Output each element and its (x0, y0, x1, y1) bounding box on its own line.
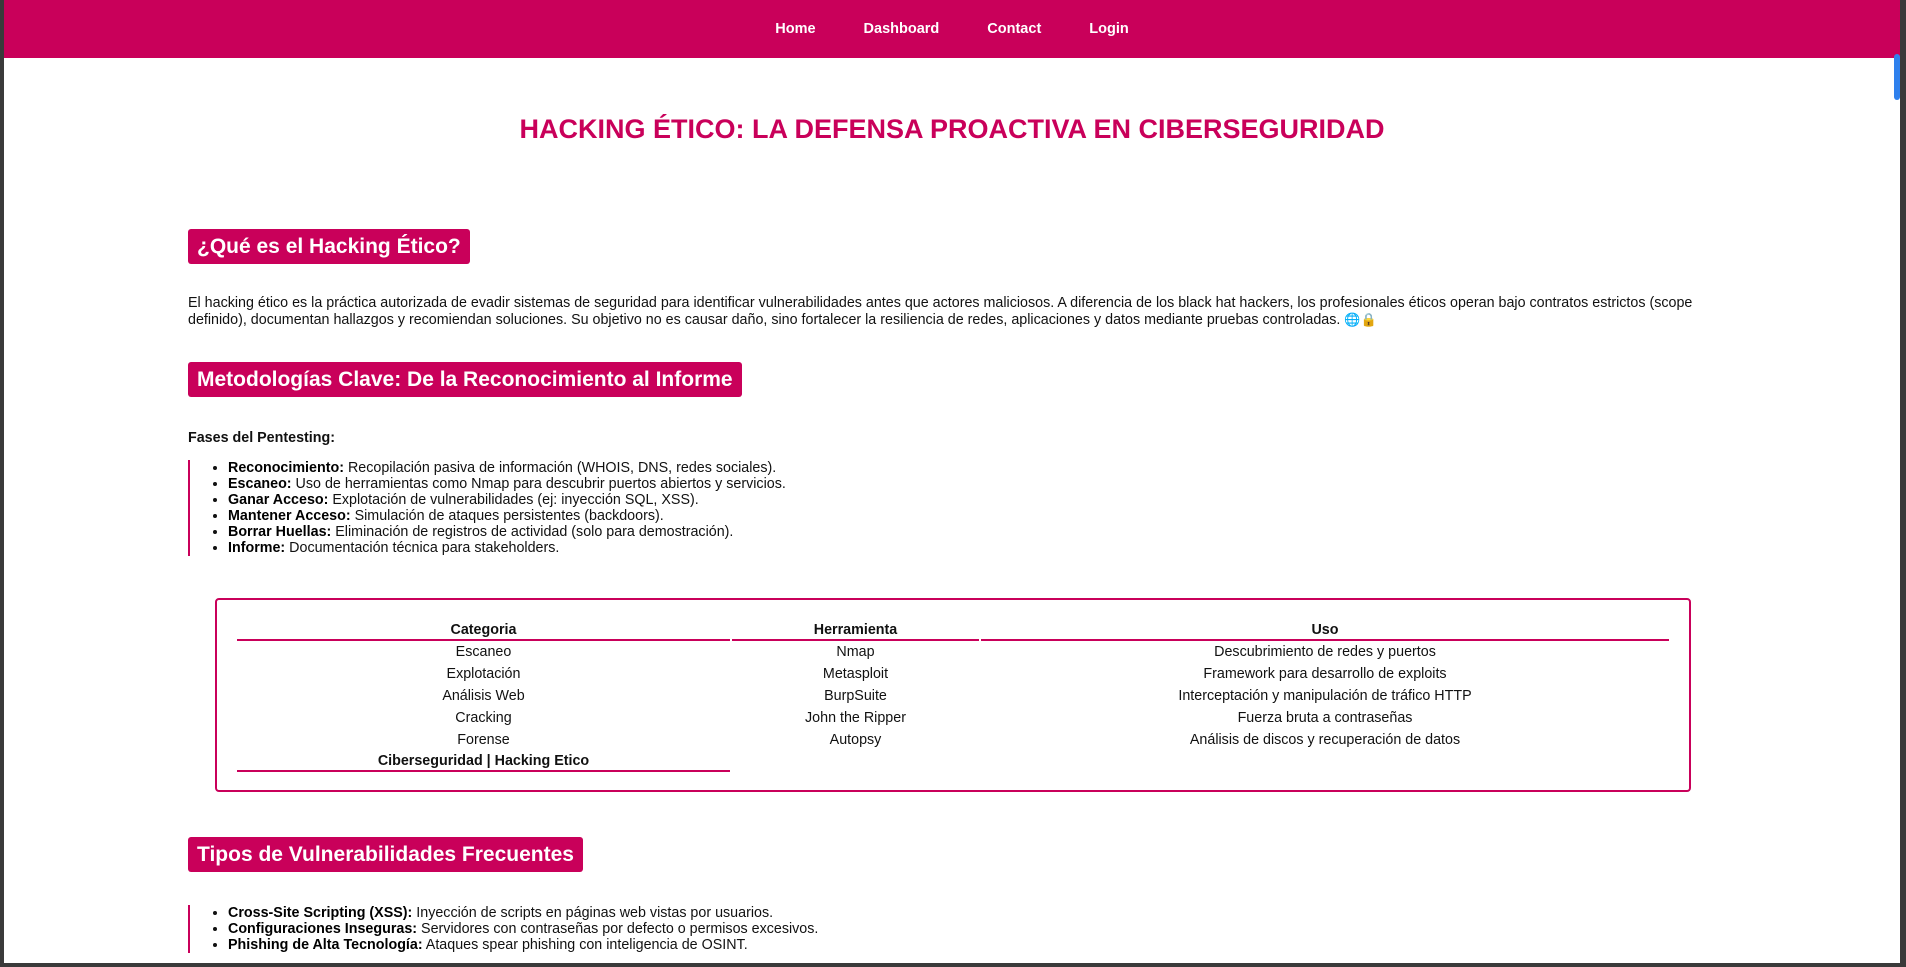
table-footer-caption: Ciberseguridad | Hacking Etico (237, 751, 730, 772)
table-header-row (237, 618, 1669, 641)
list-item: • Ganar Acceso: Explotación de vulnerabilidades (ej: inyección SQL, XSS). (228, 492, 1728, 508)
nav-home-link[interactable]: Home (775, 21, 816, 37)
table-footer-empty (981, 751, 1669, 772)
page-title: HACKING ÉTICO: LA DEFENSA PROACTIVA EN CIBERSEGURIDAD (519, 114, 1385, 144)
table-cell: Fuerza bruta a contraseñas (1237, 710, 1413, 726)
column-header-uso: Uso (981, 618, 1669, 641)
section-heading-vulnerabilities: Tipos de Vulnerabilidades Frecuentes (188, 837, 583, 872)
table-cell: BurpSuite (824, 688, 887, 704)
page-viewport (4, 0, 1900, 963)
table-row (237, 663, 1669, 685)
tools-table (235, 618, 1671, 772)
table-cell: Autopsy (829, 732, 882, 748)
table-footer-row (237, 751, 1669, 772)
table-cell: Nmap (836, 644, 875, 660)
table-cell: Escaneo (455, 644, 512, 660)
table-row (237, 707, 1669, 729)
column-header-categoria: Categoria (237, 618, 730, 641)
phases-subheading: Fases del Pentesting: (188, 430, 335, 446)
intro-paragraph (188, 295, 1728, 329)
table-cell: Framework para desarrollo de exploits (1203, 666, 1447, 682)
list-item: • Configuraciones Inseguras: Servidores con contraseñas por defecto o permisos excesivos. (228, 921, 1728, 937)
table-row (237, 729, 1669, 751)
table-cell: Análisis Web (442, 688, 525, 704)
nav-contact-link[interactable]: Contact (987, 21, 1042, 37)
table-footer-empty (732, 751, 979, 772)
tools-table-container (215, 598, 1691, 792)
section-heading-what-is: ¿Qué es el Hacking Ético? (188, 229, 470, 264)
table-cell: Metasploit (822, 666, 889, 682)
phases-list (188, 460, 1728, 556)
list-item: • Informe: Documentación técnica para stakeholders. (228, 540, 1728, 556)
table-cell: Análisis de discos y recuperación de datos (1189, 732, 1461, 748)
table-cell: Forense (457, 732, 510, 748)
intro-text: El hacking ético es la práctica autorizada de evadir sistemas de seguridad para identificar vulnerabilidades antes que actores maliciosos. A diferencia de los black hat hackers, los profesionales éticos operan bajo contratos estrictos (scope definido), documentan hallazgos y recomiendan soluciones. Su objetivo no es causar daño, sino fortalecer la resiliencia de redes, aplicaciones y datos mediante pruebas controladas. (188, 295, 1693, 328)
list-item: • Cross-Site Scripting (XSS): Inyección de scripts en páginas web vistas por usuarios. (228, 905, 1728, 921)
nav-login-link[interactable]: Login (1089, 21, 1129, 37)
vertical-scrollbar-thumb[interactable] (1894, 54, 1900, 100)
table-row (237, 641, 1669, 663)
main-content (188, 229, 1728, 953)
section-heading-methodologies: Metodologías Clave: De la Reconocimiento al Informe (188, 362, 742, 397)
column-header-herramienta: Herramienta (732, 618, 979, 641)
list-item: • Reconocimiento: Recopilación pasiva de información (WHOIS, DNS, redes sociales). (228, 460, 1728, 476)
top-navbar (4, 0, 1900, 58)
list-item: • Borrar Huellas: Eliminación de registros de actividad (solo para demostración). (228, 524, 1728, 540)
list-item: • Escaneo: Uso de herramientas como Nmap para descubrir puertos abiertos y servicios. (228, 476, 1728, 492)
table-cell: John the Ripper (805, 710, 906, 726)
list-item: • Mantener Acceso: Simulación de ataques persistentes (backdoors). (228, 508, 1728, 524)
vulnerabilities-list (188, 905, 1728, 953)
nav-dashboard-link[interactable]: Dashboard (863, 21, 940, 37)
table-row (237, 685, 1669, 707)
globe-lock-icon: 🌐🔒 (1344, 312, 1377, 328)
list-item: • Phishing de Alta Tecnología: Ataques spear phishing con inteligencia de OSINT. (228, 937, 1728, 953)
table-cell: Cracking (455, 710, 512, 726)
table-cell: Descubrimiento de redes y puertos (1214, 644, 1436, 660)
table-cell: Interceptación y manipulación de tráfico HTTP (1178, 688, 1472, 704)
table-cell: Explotación (446, 666, 521, 682)
